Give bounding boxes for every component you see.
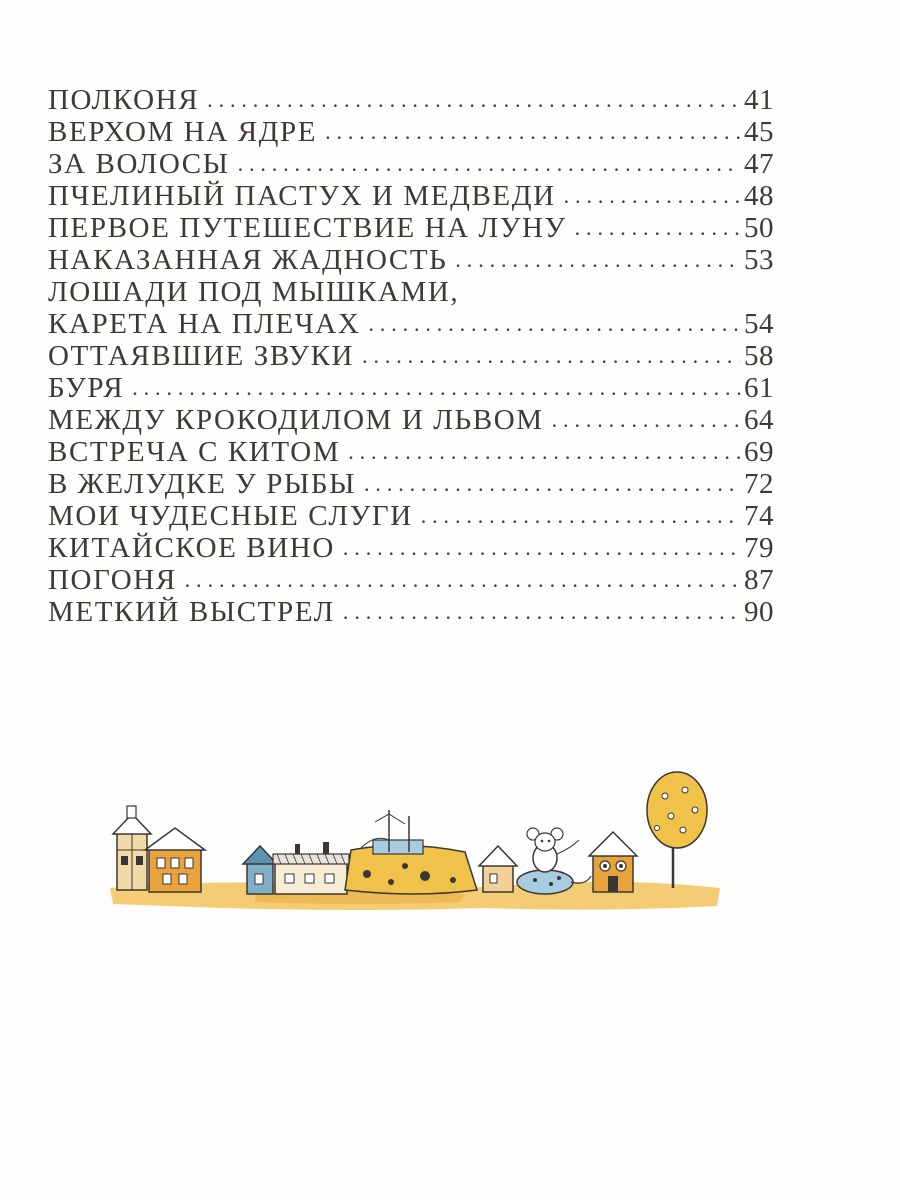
table-of-contents [48, 84, 774, 628]
toc-dot-leader [564, 180, 740, 212]
toc-entry-page: 45 [744, 116, 774, 148]
toc-entry-page: 50 [744, 212, 774, 244]
house-left-icon [113, 806, 151, 890]
toc-entry-title: БУРЯ [48, 372, 125, 404]
toc-entry-title: ПЕРВОЕ ПУТЕШЕСТВИЕ НА ЛУНУ [48, 212, 567, 244]
toc-dot-leader [455, 244, 740, 276]
toc-entry-page: 90 [744, 596, 774, 628]
toc-entry-page: 41 [744, 84, 774, 116]
toc-entry[interactable] [48, 148, 774, 180]
toc-dot-leader [421, 500, 740, 532]
toc-dot-leader [132, 372, 740, 404]
toc-dot-leader [325, 116, 740, 148]
toc-entry-title: ПЧЕЛИНЫЙ ПАСТУХ И МЕДВЕДИ [48, 180, 556, 212]
toc-entry[interactable] [48, 180, 774, 212]
toc-dot-leader [348, 436, 740, 468]
toc-dot-leader [552, 404, 740, 436]
toc-entry-page: 74 [744, 500, 774, 532]
toc-entry[interactable] [48, 308, 774, 340]
town-cheese-mouse-illustration [105, 770, 725, 920]
toc-entry[interactable] [48, 404, 774, 436]
house-blue-icon [243, 846, 277, 894]
toc-entry-page: 87 [744, 564, 774, 596]
toc-entry-title: ВЕРХОМ НА ЯДРЕ [48, 116, 318, 148]
toc-dot-leader [207, 84, 740, 116]
toc-entry-title: КИТАЙСКОЕ ВИНО [48, 532, 335, 564]
house-orange-icon [145, 828, 205, 892]
toc-entry[interactable] [48, 500, 774, 532]
toc-entry-title: ПОЛКОНЯ [48, 84, 200, 116]
toc-entry[interactable] [48, 244, 774, 276]
toc-entry-page: 58 [744, 340, 774, 372]
toc-entry-title: МОИ ЧУДЕСНЫЕ СЛУГИ [48, 500, 413, 532]
toc-entry-title: МЕТКИЙ ВЫСТРЕЛ [48, 596, 335, 628]
toc-entry-page: 47 [744, 148, 774, 180]
toc-entry-title: МЕЖДУ КРОКОДИЛОМ И ЛЬВОМ [48, 404, 544, 436]
house-small-icon [479, 846, 517, 892]
toc-entry[interactable] [48, 212, 774, 244]
tree-icon [647, 772, 707, 888]
toc-entry-page: 61 [744, 372, 774, 404]
toc-dot-leader [575, 212, 740, 244]
toc-dot-leader [343, 532, 740, 564]
toc-dot-leader [238, 148, 740, 180]
toc-dot-leader [185, 564, 740, 596]
toc-entry-page: 69 [744, 436, 774, 468]
toc-entry-title: ВСТРЕЧА С КИТОМ [48, 436, 341, 468]
toc-entry-page: 53 [744, 244, 774, 276]
toc-dot-leader [343, 596, 740, 628]
toc-entry-title: КАРЕТА НА ПЛЕЧАХ [48, 308, 361, 340]
cheese-ship-icon [345, 810, 477, 894]
toc-entry[interactable] [48, 340, 774, 372]
toc-entry-title: В ЖЕЛУДКЕ У РЫБЫ [48, 468, 357, 500]
toc-entry-title: ЛОШАДИ ПОД МЫШКАМИ, [48, 276, 460, 308]
toc-entry-title: ПОГОНЯ [48, 564, 177, 596]
toc-entry-page: 54 [744, 308, 774, 340]
house-face-icon [589, 832, 637, 892]
toc-entry[interactable] [48, 564, 774, 596]
toc-entry-page: 48 [744, 180, 774, 212]
house-long-icon [273, 842, 349, 894]
toc-entry-title: ОТТАЯВШИЕ ЗВУКИ [48, 340, 355, 372]
toc-entry-page: 79 [744, 532, 774, 564]
toc-entry-title: ЗА ВОЛОСЫ [48, 148, 230, 180]
toc-entry[interactable] [48, 532, 774, 564]
toc-entry[interactable] [48, 84, 774, 116]
toc-entry[interactable] [48, 596, 774, 628]
toc-dot-leader [368, 308, 740, 340]
toc-dot-leader [362, 340, 740, 372]
toc-entry[interactable] [48, 468, 774, 500]
toc-entry-title: НАКАЗАННАЯ ЖАДНОСТЬ [48, 244, 448, 276]
toc-entry[interactable] [48, 372, 774, 404]
toc-entry-page: 72 [744, 468, 774, 500]
toc-dot-leader [364, 468, 740, 500]
toc-entry[interactable] [48, 276, 774, 308]
toc-entry[interactable] [48, 436, 774, 468]
toc-entry[interactable] [48, 116, 774, 148]
toc-entry-page: 64 [744, 404, 774, 436]
